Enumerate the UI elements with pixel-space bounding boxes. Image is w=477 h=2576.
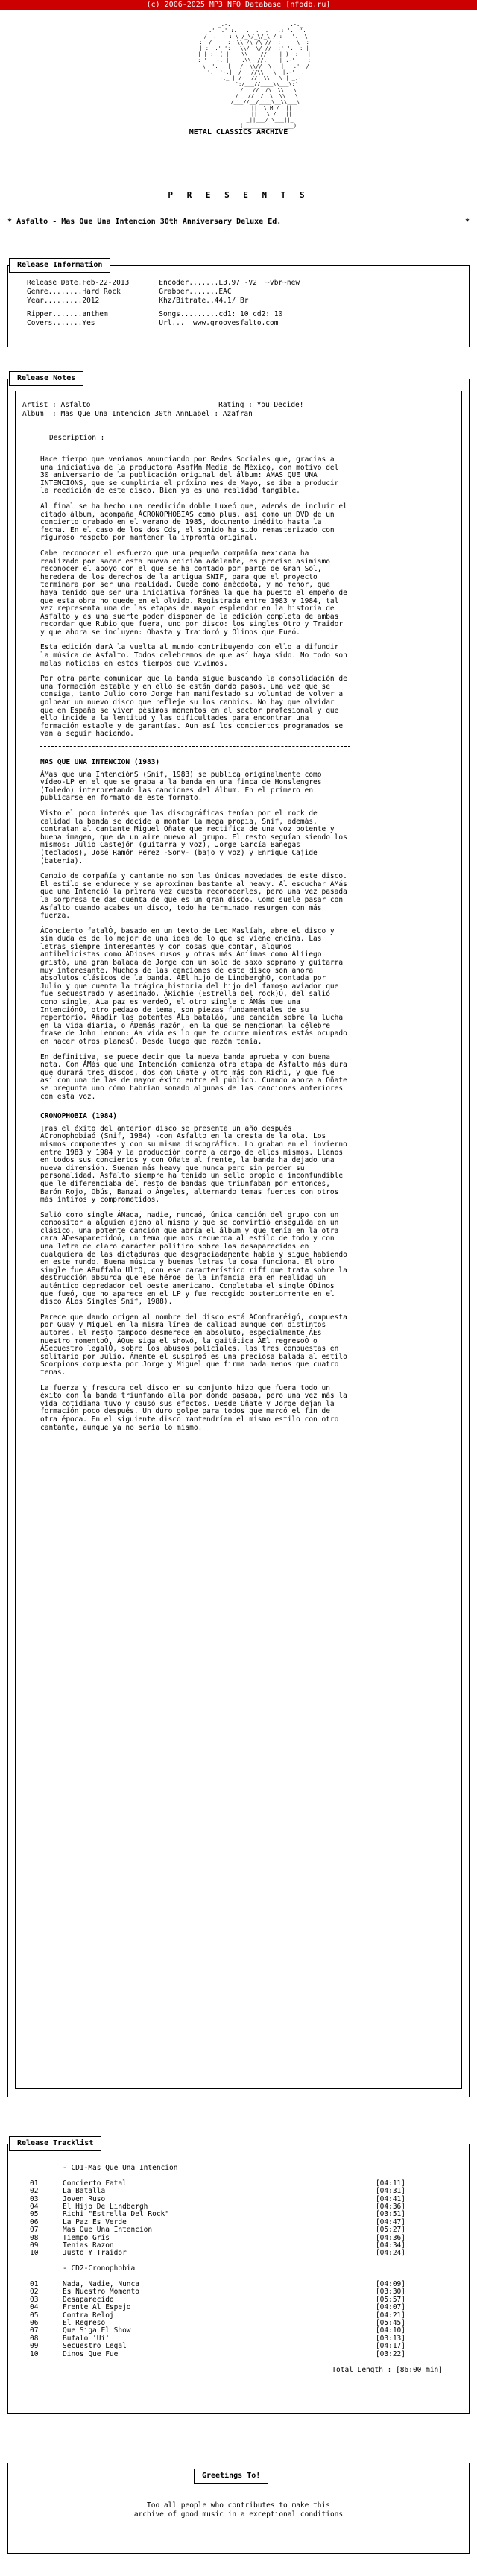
track-time: [03:30] [375, 2288, 405, 2296]
track-time: [04:41] [375, 2194, 405, 2203]
track-time: [04:36] [375, 2203, 405, 2212]
total-length: Total Length : [86:00 min] [332, 2365, 443, 2374]
release-info-row: Ripper.......anthem Songs.........cd1: 10 cd2: 10 [27, 310, 283, 318]
ascii-logo: _.-. .-._ .' .' :. . . . .: '. '. / .' : \ /_\/_\/_\ / : '. \ : / _ : \\ /\ /\ // : _ \ : | : .' ': \\/__\/ // :' '. : | | | : ( | \\ // | ) : | | : ' '-._| .\\ //. |_.-' ' : \ '. | / \\// \ | .' / '. '-.| / //\\ \ |.-' .' '-._ | / // \\ \ | _.-' ':/___//____\\___\:' / // /\ \\ \ / // / \ \\ \ /___//__/____\__\\___\ || \ M / || || \ / || _||___/ \___||_ (____________ ___) [198, 22, 311, 129]
track-name: Contra Reloj [63, 2311, 114, 2320]
track-name: El Hijo De Lindbergh [63, 2203, 148, 2212]
track-number: 07 [30, 2326, 39, 2335]
total-length-row [30, 2367, 447, 2374]
track-name: Richi "Estrella Del Rock" [63, 2210, 169, 2219]
description-label: Description : [49, 434, 105, 442]
intro-paragraph: Cabe reconocer el esfuerzo que una pequeña compañía mexicana ha realizado por sacar esta nueva edición adelante, es preciso asimismo reconocer el apoyo con el que se ha contado por parte de Gran Sol, heredera de los derechos de la antigua SNIF, para que el proyecto terminara por ser una realidad. Quede como anécdota, y no menor, que haya tenido que ser una iniciativa foránea la que ha puesto el empeño de que esta obra no quede en el olvido. Registrada entre 1983 y 1984, tal vez representa una de las etapas de mayor esplendor en la historia de Asfalto y es una suerte poder disponer de la edición completa de ambas recordar que Rubio que fuera, uno por disco: los singles Otro y Traidor y que ahora se incluyen: Óhasta y Traidoró y Ólimos que Fueó. [40, 549, 347, 637]
track-time: [04:17] [375, 2342, 405, 2351]
track-time: [04:31] [375, 2187, 405, 2196]
track-time: [04:47] [375, 2217, 405, 2226]
section-title: CRONOPHOBIA (1984) [40, 1112, 117, 1121]
track-number: 08 [30, 2233, 39, 2242]
track-time: [04:36] [375, 2233, 405, 2242]
track-name: Frente Al Espejo [63, 2303, 131, 2312]
section-paragraph: ÁMás que una IntenciónS (Snif, 1983) se publica originalmente como vídeo-LP en el que se graba a la banda en una finca de Honslengres (Toledo) interpretando las canciones del álbum. En el primero en publicarse en formato de este formato. [40, 770, 322, 803]
section-title: MAS QUE UNA INTENCION (1983) [40, 758, 160, 766]
artist-line: Artist : Asfalto Rating : You Decide! [22, 401, 304, 409]
track-time: [04:09] [375, 2280, 405, 2289]
track-row [30, 2250, 447, 2257]
track-number: 10 [30, 2349, 39, 2358]
release-title: Asfalto - Mas Que Una Intencion 30th Anniversary Deluxe Ed. [16, 218, 282, 226]
release-notes-tab: Release Notes [9, 371, 83, 386]
track-time: [03:51] [375, 2210, 405, 2219]
track-name: Dinos Que Fue [63, 2349, 119, 2358]
cd1-header-row [30, 2165, 447, 2172]
section-paragraph: Visto el poco interés que las discográficas tenían por el rock de calidad la banda se decide a montar la mega propia, Snif, además, contratan al cantante Miguel Oñate que rectifica de una voz potente y buena imagen, que da un aire nuevo al grupo. El resto seguían siendo los mismos: Julio Castejón (guitarra y voz), Jorge García Banegas (teclados), José Ramón Pérez -Sony- (bajo y voz) y Enrique Cajide (batería). [40, 809, 347, 865]
track-name: Secuestro Legal [63, 2342, 127, 2351]
track-number: 02 [30, 2288, 39, 2296]
track-name: Bufalo 'Ui' [63, 2334, 110, 2343]
release-info-row: Year.........2012 Khz/Bitrate..44.1/ Br [27, 297, 249, 305]
section-paragraph: ÁConcierto fatalÓ, basado en un texto de Leo Maslíah, abre el disco y sin duda es de lo mejor de una idea de lo que se viene encima. Las letras siempre interesantes y con cosas que contar, algunos antibelicistas como ÁDioses rusos y otras más Áníimas como Álíiego gristó, una gran balada de Jorge con un solo de saxo soprano y guitarra muy interesante. Muchos de las canciones de este disco son ahora absolutos clásicos de la banda. ÁEl hijo de LindberghÓ, contada por Julio y que cuenta la trágica historia del hijo del famoso aviador que fue secuestrado y asesinado. ÁRichie (Estrella del rock)Ó, del salió como single, ÁLa paz es verdeÓ, el otro single o ÁMás que una IntenciónÓ, otro pedazo de tema, son piezas fundamentales de su repertorio. Añadir las potentes ÁLa bataláó, una canción sobre la lucha en la vida diaria, o ÁDemás razón, en la que se mencionan la célebre frase de John Lennon: Áa vida es lo que te ocurre mientras estás ocupado en hacer otros planesÓ. Desde luego que razón tenía. [40, 926, 347, 1046]
cd2-header: - CD2-Cronophobia [63, 2264, 136, 2273]
track-number: 09 [30, 2342, 39, 2351]
album-line: Album : Mas Que Una Intencion 30th AnnLabel : Azafran [22, 410, 253, 418]
track-number: 10 [30, 2249, 39, 2258]
track-number: 05 [30, 2311, 39, 2320]
track-name: Joven Ruso [63, 2194, 106, 2203]
presents-heading: P R E S E N T S [168, 190, 309, 200]
track-number: 05 [30, 2210, 39, 2219]
track-number: 06 [30, 2217, 39, 2226]
track-name: Que Siga El Show [63, 2326, 131, 2335]
intro-paragraph: Por otra parte comunicar que la banda sigue buscando la consolidación de una formación estable y en ello se están dando pasos. Una vez que se consiga, tanto Julio como Jorge han manifestado su voluntad de volver a golpear un nuevo disco que refleje su los cambios. No hay que olvidar que en España se viven pésimos momentos en el sector profesional y que ello incide a la lentitud y las dificultades para encontrar una formación estable y de garantías. Aun así los conciertos programados se van a seguir haciendo. [40, 675, 347, 739]
track-time: [04:34] [375, 2241, 405, 2250]
release-info-tab: Release Information [9, 258, 110, 273]
copyright-bar: (c) 2006-2025 MP3 NFO Database [nfodb.ru] [0, 0, 477, 10]
release-info-row: Release Date.Feb-22-2013 Encoder.......L3.97 -V2 ~vbr~new [27, 279, 300, 287]
track-number: 09 [30, 2241, 39, 2250]
track-name: Mas Que Una Intencion [63, 2226, 153, 2235]
cd2-header-row [30, 2265, 447, 2273]
track-time: [03:13] [375, 2334, 405, 2343]
release-info-row: Genre........Hard Rock Grabber.......EAC [27, 288, 232, 296]
release-title-star-right: * [464, 218, 470, 226]
track-row [30, 2351, 447, 2358]
section-paragraph: Cambio de compañía y cantante no son las únicas novedades de este disco. El estilo se endurece y se aproximan bastante al heavy. Al escuchar ÁMás que una Intenció la primera vez cuesta reconocerles, pero una vez pasada la sorpresa te das cuenta de que es un gran disco. Como suele pasar con Asfalto cuando acabes un disco, todo ha terminado resurgen con más fuerza. [40, 872, 347, 921]
tracklist [30, 2165, 447, 2374]
track-name: Tiempo Gris [63, 2233, 110, 2242]
track-name: Tenias Razon [63, 2241, 114, 2250]
track-number: 01 [30, 2280, 39, 2289]
archive-title: METAL CLASSICS ARCHIVE [189, 128, 288, 136]
track-number: 04 [30, 2203, 39, 2212]
tracklist-tab: Release Tracklist [9, 2136, 101, 2151]
release-info-row: Covers.......Yes Url... www.groovesfalto.com [27, 319, 279, 327]
track-name: La Batalla [63, 2187, 106, 2196]
cd1-header: - CD1-Mas Que Una Intencion [63, 2164, 178, 2172]
track-time: [05:57] [375, 2295, 405, 2304]
track-time: [04:07] [375, 2303, 405, 2312]
track-number: 08 [30, 2334, 39, 2343]
intro-paragraph: Esta edición darÁ la vuelta al mundo contribuyendo con ello a difundir la música de Asfalto. Todos celebremos de que así haya sido. No todo son malas noticias en estos tiempos que vivimos. [40, 643, 347, 668]
track-number: 04 [30, 2303, 39, 2312]
track-time: [04:10] [375, 2326, 405, 2335]
track-number: 07 [30, 2226, 39, 2235]
intro-paragraph: Al final se ha hecho una reedición doble Luxeó que, además de incluir el citado álbum, acompaña ÁCRONOPHOBIAS como plus, así como un DVD de un concierto grabado en el verano de 1985, documento inédito hasta la fecha. En el caso de los dos Cds, el sonido ha sido remasterizado con riguroso respeto por mantener la impronta original. [40, 502, 347, 543]
section-paragraph: Salió como single ÁNada, nadie, nuncaó, única canción del grupo con un compositor a alguien ajeno al mismo y que se convirtió enseguida en un clásico, una potente canción que abría el álbum y que tenía en la otra cara ÁDesaparecidoó, un tema que nos recuerda al estilo de todo y con una letra de claro carácter político sobre los desaparecidos en cualquiera de las dictaduras que desgraciadamente había y sigue habiendo en este mundo. Buena música y buenas letras la cosa funciona. El otro single fue ÁBuffalo UltÓ, con ese característico riff que trata sobre la destrucción absurda que ese héroe de la infancia era en realidad un auténtico depredador del oeste americano. Completaba el single ÓDinos que fueó, que no aparece en el LP y fue recogido posteriormente en el disco ÁLos Singles Snif, 1988). [40, 1210, 347, 1307]
greetings-tab: Greetings To! [194, 2469, 268, 2484]
track-name: Desaparecido [63, 2295, 114, 2304]
track-name: Nada, Nadie, Nunca [63, 2280, 139, 2289]
section-paragraph: En definitiva, se puede decir que la nueva banda aprueba y con buena nota. Con ÁMás que una Intención comienza otra etapa de Asfalto más dura que durará tres discos, dos con Oñate y otro más con Richi, y que fue así con una de las de mayor éxito entre el público. Cuando ahora a Oñate se pregunta uno cómo habrían sonado algunas de las canciones anteriores con esta voz. [40, 1052, 347, 1101]
track-number: 06 [30, 2319, 39, 2328]
description-body [40, 456, 350, 1439]
track-name: La Paz Es Verde [63, 2217, 127, 2226]
track-name: Concierto Fatal [63, 2179, 127, 2188]
track-number: 01 [30, 2179, 39, 2188]
release-title-star-left: * [7, 218, 13, 226]
blank-row [30, 2358, 447, 2366]
section-paragraph: Parece que dando origen al nombre del disco está ÁConfraréigó, compuesta por Guay y Miguel en la misma línea de calidad aunque con distintos autores. El resto tampoco desmerece en absoluto, especialmente ÁEs nuestro momentoÓ, ÁQue siga el showó, la gaitática ÁEl regresoÓ o ÁSecuestro legalÓ, sobre los abusos policiales, las tres compuestas en solitario por Julio. Ámente el suspiroó es una preciosa balada al estilo Scorpions compuesta por Jorge y Miguel que firma nada menos que cuatro temas. [40, 1313, 347, 1377]
track-time: [04:11] [375, 2179, 405, 2188]
track-time: [05:45] [375, 2319, 405, 2328]
track-name: Es Nuestro Momento [63, 2288, 139, 2296]
release-title-line [7, 218, 470, 227]
track-time: [03:22] [375, 2349, 405, 2358]
section-paragraph: Tras el éxito del anterior disco se presenta un año después ÁCronophobiaó (Snif, 1984) -con Asfalto en la cresta de la ola. Los mismos componentes y con su misma discográfica. Lo graban en el invierno entre 1983 y 1984 y la producción corre a cargo de ellos mismos. Llenos en todos sus conciertos y con Oñate al frente, la banda ha dejado una nueva dimensión. Suenan más heavy que nunca pero sin perder su personalidad. Asfalto siempre ha tenido un sello propio e inconfundible que le diferenciaba del resto de bandas que triunfaban por entonces, Barón Rojo, Obús, Banzai o Ángeles, alternando temas fuertes con otros más íntimos y comprometidos. [40, 1124, 347, 1205]
track-number: 02 [30, 2187, 39, 2196]
section-paragraph: La fuerza y frescura del disco en su conjunto hizo que fuera todo un éxito con la banda triunfando allá por donde pasaba, pero una vez más la vida cotidiana tuvo y causó sus efectos. Desde Oñate y Jorge dejan la formación poco después. Un duro golpe para todos que marcó el fin de otra época. En el siguiente disco mantendrían el mismo estilo con otro cantante, aunque ya no sería lo mismo. [40, 1383, 347, 1432]
track-time: [04:21] [375, 2311, 405, 2320]
greetings-line-1: Too all people who contributes to make this [147, 2501, 330, 2510]
track-number: 03 [30, 2295, 39, 2304]
track-time: [05:27] [375, 2226, 405, 2235]
track-name: El Regreso [63, 2319, 106, 2328]
track-name: Justo Y Traidor [63, 2249, 127, 2258]
track-time: [04:24] [375, 2249, 405, 2258]
track-number: 03 [30, 2194, 39, 2203]
intro-paragraph: Hace tiempo que veníamos anunciando por Redes Sociales que, gracias a una iniciativa de la productora AsafMn Media de México, con motivo del 30 aniversario de la publicación original del álbum: ÁMAS QUE UNA INTENCIONS, que se cumpliría el próximo mes de Mayo, se iba a producir la reedición de este disco. Bien ya es una realidad tangible. [40, 455, 339, 496]
greetings-line-2: archive of good music in a exceptional conditions [133, 2510, 344, 2519]
section-separator [40, 746, 350, 747]
release-info-box [7, 265, 470, 347]
